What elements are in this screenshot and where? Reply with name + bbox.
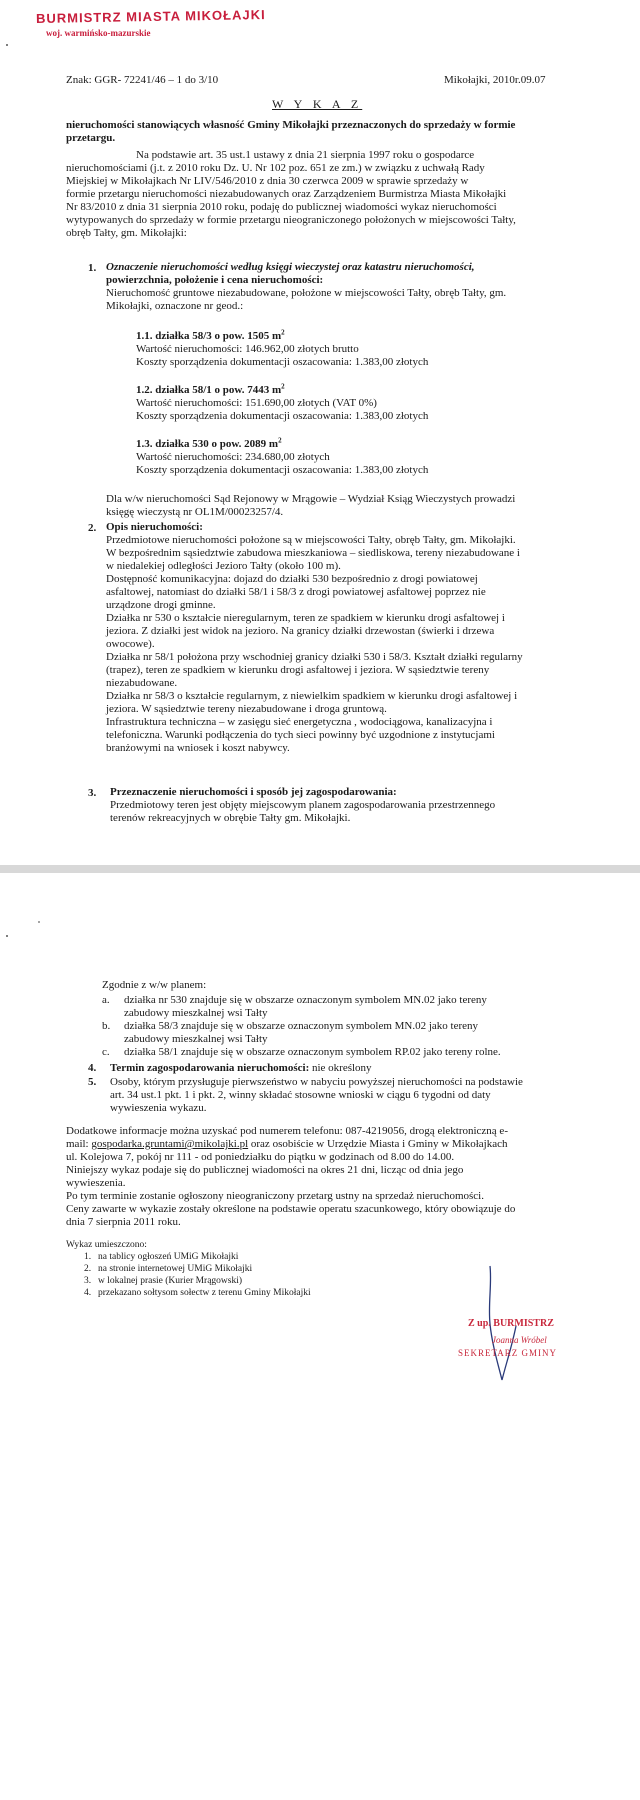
email-link[interactable]: gospodarka.gruntami@mikolajki.pl <box>91 1138 249 1150</box>
document-date: Mikołajki, 2010r.09.07 <box>444 74 546 86</box>
intro-paragraph: Na podstawie art. 35 ust.1 ustawy z dnia 21 sierpnia 1997 roku o gospodarce nieruchomościami (j.t. z 2010 roku Dz. U. Nr 102 poz. 651 ze zm.) w związku z uchwałą Rady Miejskiej w Mikołajkach Nr LIV/546/2010 z dnia 30 czerwca 2009 w sprawie sprzedaży w formie przetargu nieruchomości niezabudowanych oraz Zarządzeniem Burmistrza Miasta Mikołajki Nr 83/2010 z dnia 31 sierpnia 2010 roku, podaję do publicznej wiadomości wykaz nieruchomości wytypowanych do sprzedaży w formie przetargu nieograniczonego położonych w miejscowości Tałty, obręb Tałty, gm. Mikołajki: <box>66 149 516 239</box>
section-2-number: 2. <box>88 522 97 534</box>
office-stamp-subtitle: woj. warmińsko-mazurskie <box>46 28 151 38</box>
scan-speck <box>6 935 8 937</box>
plot-1-3: 1.3. działka 530 o pow. 2089 $m^2$ Wartość nieruchomości: 234.680,00 złotych Koszty sporządzenia dokumentacji oszacowania: 1.383,00 złotych <box>136 436 429 476</box>
posted-list: Wykaz umieszczono: 1. na tablicy ogłoszeń UMiG Mikołajki 2. na stronie internetowej UMiG Mikołajki 3. w lokalnej prasie (Kurier Mrągowski) 4. przekazano sołtysom sołectw z terenu Gminy Mikołajki <box>66 1240 311 1298</box>
section-1: Oznaczenie nieruchomości według księgi wieczystej oraz katastru nieruchomości, powierzchnia, położenie i cena nieruchomości: Nieruchomość gruntowe niezabudowane, położone w miejscowości Tałty, obręb Tałty, gm. Mikołajki, oznaczone nr geod.: <box>106 261 507 312</box>
item-4: 4. Termin zagospodarowania nieruchomości: nie określony <box>88 1062 372 1074</box>
document-subtitle: nieruchomości stanowiących własność Gminy Mikołajki przeznaczonych do sprzedaży w formie przetargu. <box>66 119 516 144</box>
document-title: W Y K A Z <box>272 97 363 111</box>
reference-sign: Znak: GGR- 72241/46 – 1 do 3/10 <box>66 74 219 86</box>
section-1-number: 1. <box>88 262 97 274</box>
additional-info: Dodatkowe informacje można uzyskać pod numerem telefonu: 087-4219056, drogą elektroniczną e- mail: gospodarka.gruntami@mikolajki.pl oraz osobiście w Urzędzie Miasta i Gminy w Mikołajkach ul. Kolejowa 7, pokój nr 111 - od poniedziałku do piątku w godzinach od 8.00 do 14.00. Niniejszy wykaz podaje się do publicznej wiadomości na okres 21 dni, licząc od dnia jego wywieszenia. Po tym terminie zostanie ogłoszony nieograniczony przetarg ustny na sprzedaż nieruchomości. Ceny zawarte w wykazie zostały określone na podstawie operatu szacunkowego, który obowiązuje do dnia 7 sierpnia 2011 roku. <box>66 1125 516 1228</box>
signature-stamp-line-3: SEKRETARZ GMINY <box>458 1348 558 1358</box>
document-page-1 <box>0 0 640 865</box>
document-page-2 <box>0 873 640 1800</box>
section-2: Opis nieruchomości: Przedmiotowe nieruchomości położone są w miejscowości Tałty, obręb Tałty, gm. Mikołajki. W bezpośrednim sąsiedztwie zabudowa mieszkaniowa – siedliskowa, tereny niezabudowane i w niedalekiej odległości Jezioro Tałty (około 100 m). Dostępność komunikacyjna: dojazd do działki 530 bezpośrednio z drogi powiatowej asfaltowej, natomiast do działki 58/1 i 58/3 z drogi powiatowej asfaltowej poprzez nie urządzone drogi gminne. Działka nr 530 o kształcie nieregularnym, teren ze spadkiem w kierunku drogi asfaltowej i jeziora. Z działki jest widok na jezioro. Na granicy działki drzewostan (świerki i drzewa owocowe). Działka nr 58/1 położona przy wschodniej granicy działki 530 i 58/3. Kształt działki regularny (trapez), teren ze spadkiem w kierunku drogi asfaltowej i jeziora. W sąsiedztwie tereny niezabudowane. Działka nr 58/3 o kształcie regularnym, z niewielkim spadkiem w kierunku drogi asfaltowej i jeziora. W sąsiedztwie tereny niezabudowane i droga gruntową. Infrastruktura techniczna – w zasięgu sieć energetyczna , wodociągowa, kanalizacyjna i telefoniczna. Warunki podłączenia do tych sieci powinny być uzgodnione z instytucjami branżowymi na wniosek i koszt nabywcy. <box>106 521 523 754</box>
item-5: 5. Osoby, którym przysługuje pierwszeństwo w nabyciu powyższej nieruchomości na podstawie art. 34 ust.1 pkt. 1 i pkt. 2, winny składać stosowne wnioski w ciągu 6 tygodni od daty wywieszenia wykazu. <box>88 1076 523 1114</box>
signature-stamp-line-2: Joanna Wróbel <box>492 1335 547 1345</box>
section-3: Przeznaczenie nieruchomości i sposób jej zagospodarowania: Przedmiotowy teren jest objęty miejscowym planem zagospodarowania przestrzennego terenów rekreacyjnych w obrębie Tałty gm. Mikołajki. <box>110 786 496 824</box>
land-registry-note: Dla w/w nieruchomości Sąd Rejonowy w Mrągowie – Wydział Ksiąg Wieczystych prowadzi księgę wieczystą nr OL1M/00023257/4. <box>106 493 516 518</box>
scan-speck <box>6 44 8 46</box>
section-3-number: 3. <box>88 787 97 799</box>
plan-intro: Zgodnie z w/w planem: <box>102 979 207 991</box>
plot-1-2: 1.2. działka 58/1 o pow. 7443 $m^2$ Wartość nieruchomości: 151.690,00 złotych (VAT 0%) Koszty sporządzenia dokumentacji oszacowania: 1.383,00 złotych <box>136 382 429 422</box>
plan-items: a. działka nr 530 znajduje się w obszarze oznaczonym symbolem MN.02 jako tereny zabudowy mieszkalnej wsi Tałty b. działka 58/3 znajduje się w obszarze oznaczonym symbolem MN.02 jako tereny zabudowy mieszkalnej wsi Tałty c. działka 58/1 znajduje się w obszarze oznaczonym symbolem RP.02 jako tereny rolne. <box>102 994 501 1058</box>
scan-speck <box>38 921 40 923</box>
plot-1-1: 1.1. działka 58/3 o pow. 1505 $m^2$ Wartość nieruchomości: 146.962,00 złotych brutto Koszty sporządzenia dokumentacji oszacowania: 1.383,00 złotych <box>136 328 429 368</box>
signature-stamp-line-1: Z up. BURMISTRZ <box>468 1318 554 1329</box>
office-stamp-title: BURMISTRZ MIASTA MIKOŁAJKI <box>35 6 266 27</box>
